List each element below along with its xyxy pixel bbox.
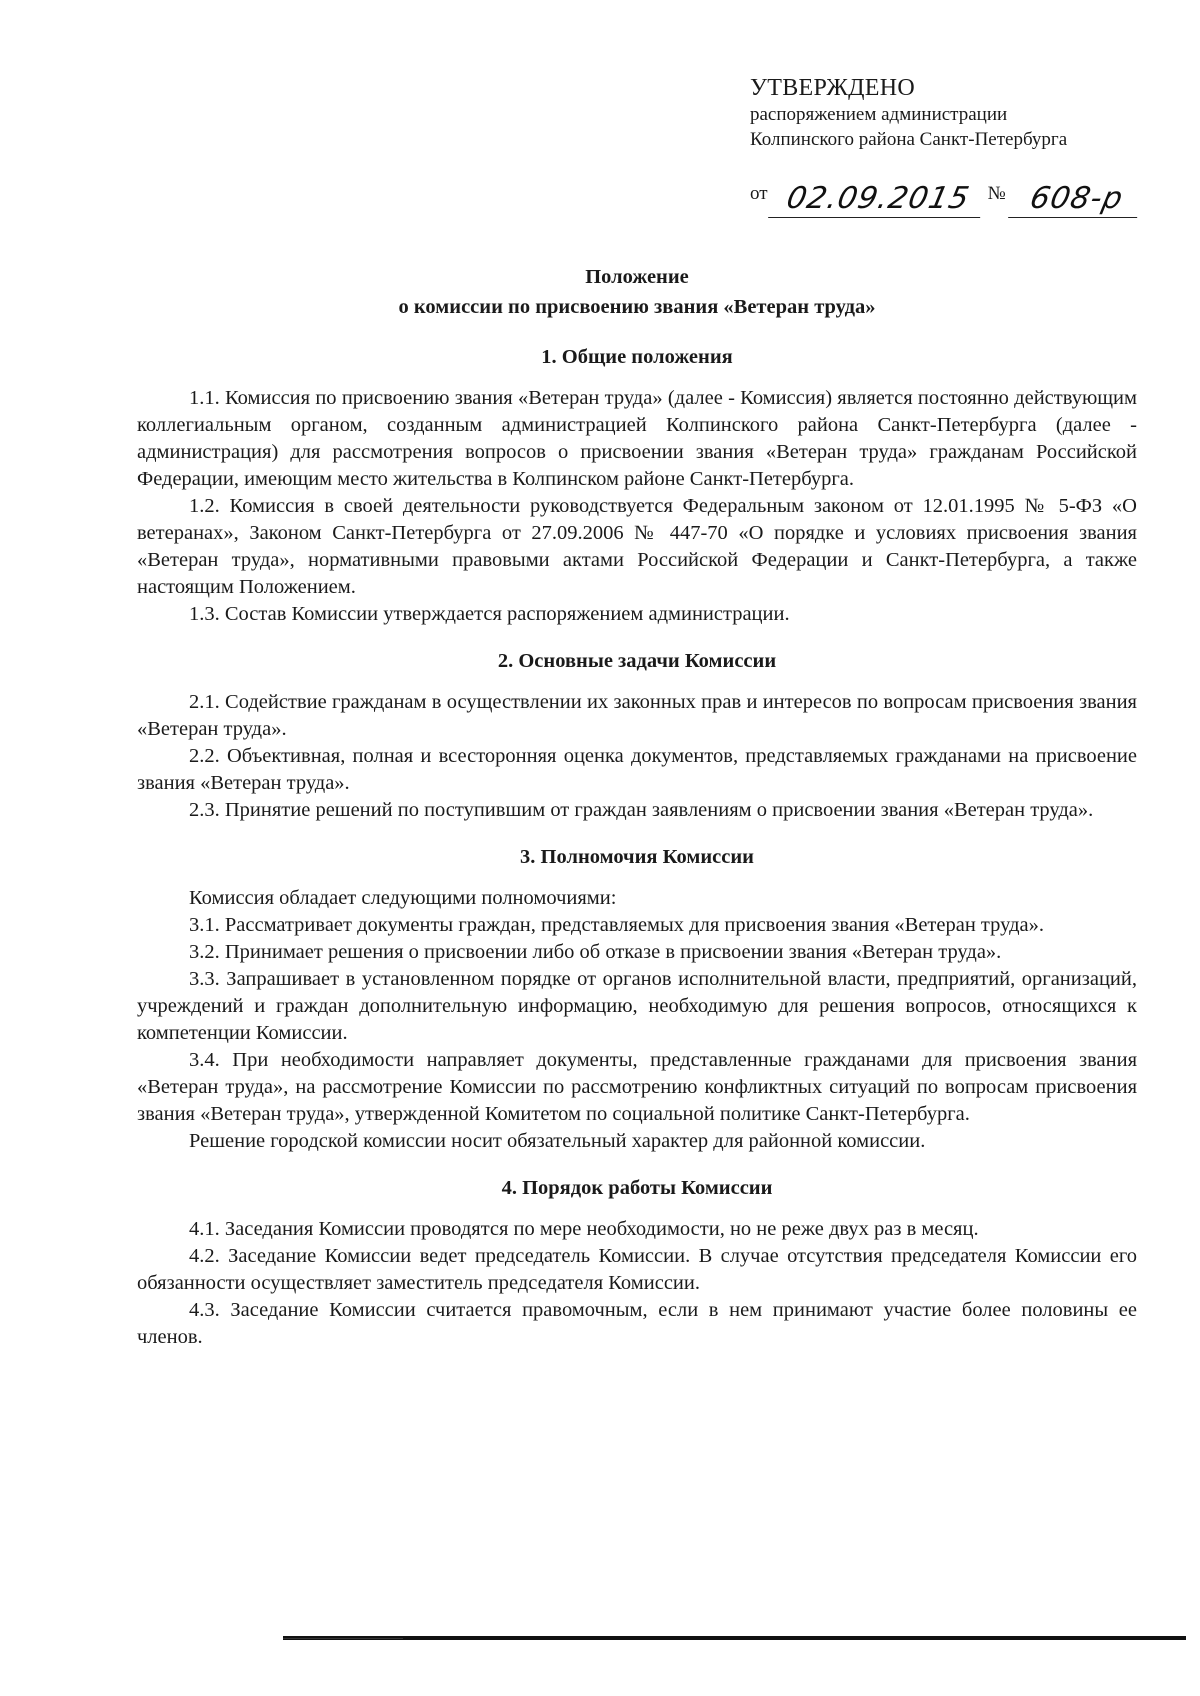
document-body — [137, 262, 1137, 1351]
paragraph: 3.3. Запрашивает в установленном порядке от органов исполнительной власти, предприятий, организаций, учреждений и граждан дополнительную информацию, необходимую для решения вопросов, относящихся к компетенции Комиссии. — [137, 968, 1137, 1044]
paragraph: 2.2. Объективная, полная и всесторонняя оценка документов, представляемых гражданами на присвоение звания «Ветеран труда». — [137, 745, 1137, 794]
document-title: Положение — [585, 266, 689, 288]
approval-date-row — [750, 174, 1170, 218]
approval-block — [750, 74, 1170, 218]
paragraph: 4.2. Заседание Комиссии ведет председатель Комиссии. В случае отсутствия председателя Комиссии его обязанности осуществляет заместитель председателя Комиссии. — [137, 1245, 1137, 1294]
scan-edge-line — [283, 1636, 1186, 1640]
section-general — [137, 344, 1137, 628]
approval-title: УТВЕРЖДЕНО — [750, 75, 916, 101]
paragraph: 2.1. Содействие гражданам в осуществлении их законных прав и интересов по вопросам присвоения звания «Ветеран труда». — [137, 691, 1137, 740]
paragraph: Комиссия обладает следующими полномочиями: — [189, 887, 617, 909]
section-heading: 2. Основные задачи Комиссии — [497, 650, 777, 672]
handwritten-number: 608-р — [1008, 181, 1145, 218]
paragraph: 1.2. Комиссия в своей деятельности руководствуется Федеральным законом от 12.01.1995 № 5-ФЗ «О ветеранах», Законом Санкт-Петербурга от 27.09.2006 № 447-70 «О порядке и условиях присвоения звания «Ветеран труда», нормативными правовыми актами Российской Федерации и Санкт-Петербурга, а также настоящим Положением. — [137, 495, 1137, 598]
document-subtitle: о комиссии по присвоению звания «Ветеран труда» — [398, 296, 876, 318]
approval-line-2: Колпинского района Санкт-Петербурга — [750, 129, 1068, 150]
date-prefix: от — [750, 183, 768, 204]
number-prefix: № — [987, 183, 1006, 204]
section-procedure — [137, 1175, 1137, 1351]
paragraph: 2.3. Принятие решений по поступившим от граждан заявлениям о присвоении звания «Ветеран труда». — [189, 799, 1094, 821]
section-heading: 3. Полномочия Комиссии — [520, 846, 754, 868]
section-main-tasks — [137, 648, 1137, 824]
handwritten-date: 02.09.2015 — [768, 181, 988, 218]
paragraph: 3.4. При необходимости направляет документы, представленные гражданами для присвоения звания «Ветеран труда», на рассмотрение Комиссии по рассмотрению конфликтных ситуаций по вопросам присвоения звания «Ветеран труда», утвержденной Комитетом по социальной политике Санкт-Петербурга. — [137, 1049, 1137, 1125]
paragraph: 1.1. Комиссия по присвоению звания «Ветеран труда» (далее - Комиссия) является постоянно действующим коллегиальным органом, созданным администрацией Колпинского района Санкт-Петербурга (далее - администрация) для рассмотрения вопросов о присвоении звания «Ветеран труда» гражданам Российской Федерации, имеющим место жительства в Колпинском районе Санкт-Петербурга. — [137, 387, 1137, 490]
approval-line-1: распоряжением администрации — [750, 104, 1008, 125]
paragraph: 3.1. Рассматривает документы граждан, представляемых для присвоения звания «Ветеран труда». — [189, 914, 1044, 936]
section-powers — [137, 844, 1137, 1155]
section-heading: 4. Порядок работы Комиссии — [501, 1177, 773, 1199]
paragraph: 3.2. Принимает решения о присвоении либо об отказе в присвоении звания «Ветеран труда». — [189, 941, 1002, 963]
section-heading: 1. Общие положения — [541, 346, 733, 368]
paragraph: 4.3. Заседание Комиссии считается правомочным, если в нем принимают участие более половины ее членов. — [137, 1299, 1137, 1348]
paragraph: 4.1. Заседания Комиссии проводятся по мере необходимости, но не реже двух раз в месяц. — [189, 1218, 979, 1240]
paragraph: 1.3. Состав Комиссии утверждается распоряжением администрации. — [189, 603, 790, 625]
paragraph: Решение городской комиссии носит обязательный характер для районной комиссии. — [189, 1130, 926, 1152]
